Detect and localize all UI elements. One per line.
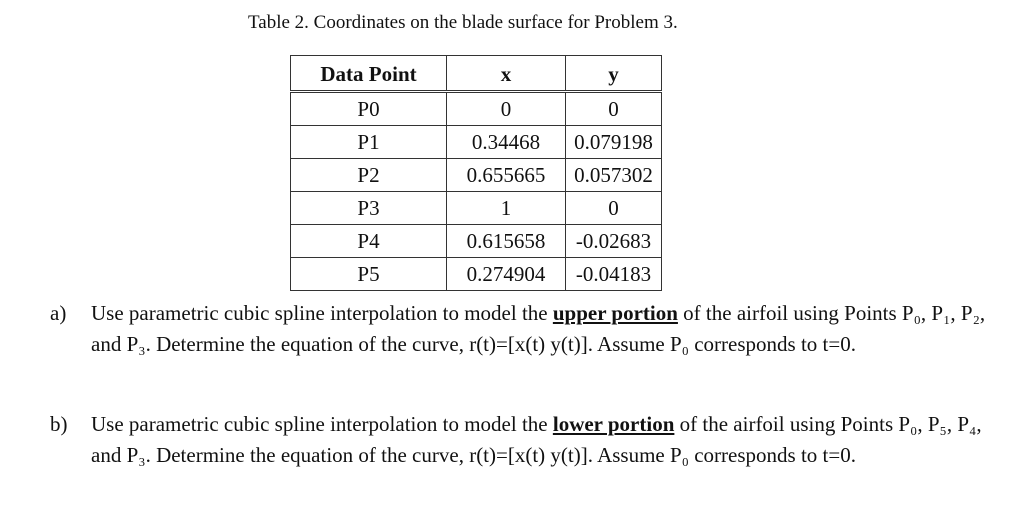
- table-cell-point: P3: [291, 192, 447, 225]
- table-cell-y: 0.057302: [566, 159, 662, 192]
- column-header-y: y: [566, 56, 662, 92]
- question-b-label: b): [50, 412, 68, 436]
- question-b-text: [91, 409, 1000, 471]
- question-a-text-end: of the airfoil using Points P₀, P₁, P₂, and P₃. Determine the equation of the curve, r(t)=[x(t) y(t)]. Assume P₀ corresponds to t=0.: [91, 301, 986, 356]
- question-a-emphasis: upper portion: [552, 301, 678, 325]
- table-cell-x: 0.655665: [447, 159, 566, 192]
- table-row: [291, 192, 662, 225]
- table-row: [291, 225, 662, 258]
- table-cell-point: P4: [291, 225, 447, 258]
- question-b-text-end: of the airfoil using Points P₀, P₅, P₄, and P₃. Determine the equation of the curve, r(t)=[x(t) y(t)]. Assume P₀ corresponds to t=0.: [91, 412, 982, 467]
- column-header-x: x: [447, 56, 566, 92]
- table-row: [291, 258, 662, 291]
- table-cell-y: 0: [566, 192, 662, 225]
- table-cell-x: 0: [447, 92, 566, 126]
- table-cell-x: 0.615658: [447, 225, 566, 258]
- table-cell-point: P5: [291, 258, 447, 291]
- question-a-label: a): [50, 301, 67, 325]
- table-cell-point: P1: [291, 126, 447, 159]
- question-b: [50, 409, 1000, 471]
- question-b-text-start: Use parametric cubic spline interpolation to model the: [91, 412, 553, 436]
- coordinates-table: [290, 55, 662, 291]
- table-cell-point: P0: [291, 92, 447, 126]
- table-caption: Table 2. Coordinates on the blade surface for Problem 3.: [248, 12, 678, 33]
- table-cell-x: 1: [447, 192, 566, 225]
- table-row: [291, 126, 662, 159]
- table-cell-y: 0: [566, 92, 662, 126]
- table-row: [291, 159, 662, 192]
- table-cell-y: 0.079198: [566, 126, 662, 159]
- table-header-row: [291, 56, 662, 92]
- column-header-data-point: Data Point: [291, 56, 447, 92]
- question-b-emphasis: lower portion: [552, 412, 675, 436]
- table-cell-x: 0.274904: [447, 258, 566, 291]
- table-cell-y: -0.02683: [566, 225, 662, 258]
- table-cell-point: P2: [291, 159, 447, 192]
- question-a: [50, 298, 1000, 360]
- table-cell-y: -0.04183: [566, 258, 662, 291]
- table-cell-x: 0.34468: [447, 126, 566, 159]
- table-row: [291, 92, 662, 126]
- question-a-text: [91, 298, 1000, 360]
- question-a-text-start: Use parametric cubic spline interpolation to model the: [91, 301, 553, 325]
